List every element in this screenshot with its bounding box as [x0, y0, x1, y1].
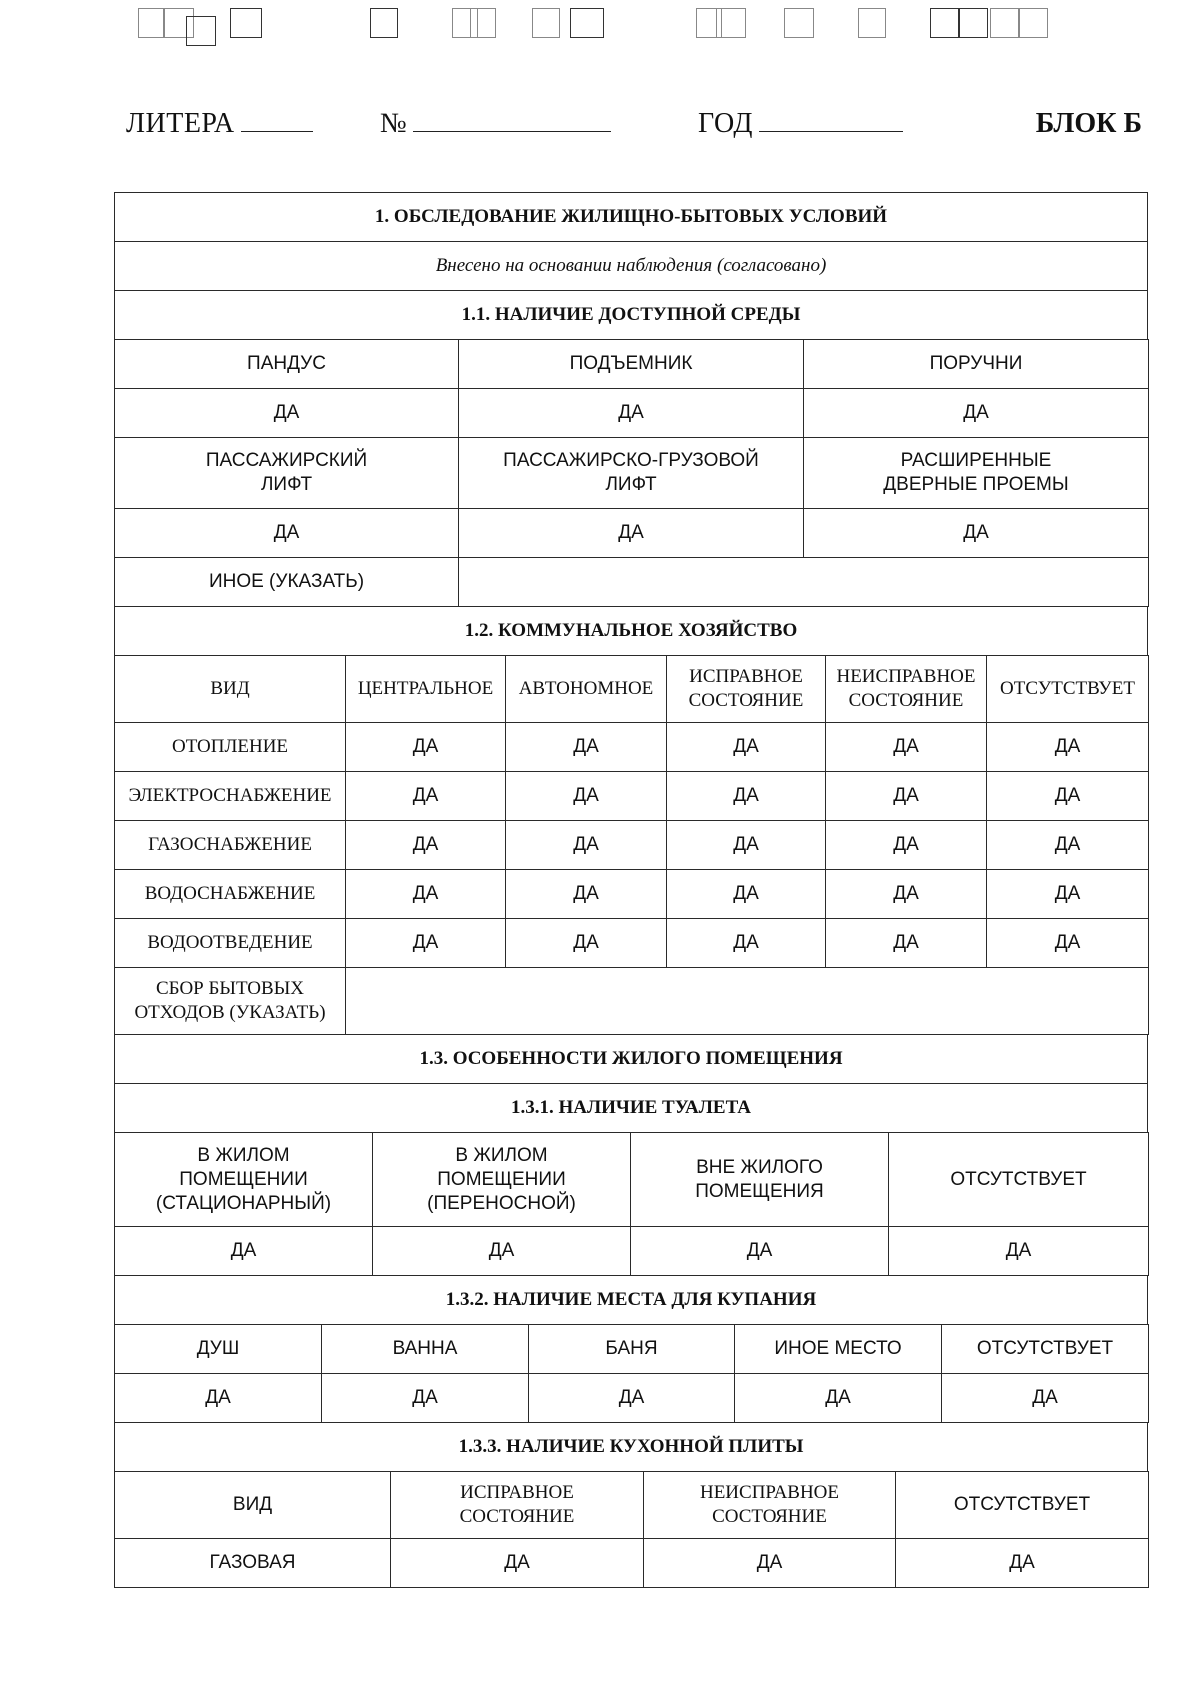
table-row — [115, 723, 1149, 772]
utility-name: ВОДОСНАБЖЕНИЕ — [115, 870, 346, 919]
yes-cell[interactable]: ДА — [506, 723, 667, 772]
yes-cell[interactable]: ДА — [826, 723, 987, 772]
utilities-col-header: НЕИСПРАВНОЕ СОСТОЯНИЕ — [826, 656, 987, 723]
litera-label: ЛИТЕРА — [126, 108, 235, 139]
litera-field — [126, 108, 313, 140]
other-label: ИНОЕ (УКАЗАТЬ) — [115, 558, 459, 607]
other-input[interactable] — [459, 558, 1149, 607]
accessible-header: ПАССАЖИРСКИЙ ЛИФТ — [115, 438, 459, 509]
yes-cell[interactable]: ДА — [804, 509, 1149, 558]
utility-name: ГАЗОСНАБЖЕНИЕ — [115, 821, 346, 870]
yes-cell[interactable]: ДА — [735, 1374, 942, 1423]
bathing-col-header: ДУШ — [115, 1325, 322, 1374]
section-1-title: 1. ОБСЛЕДОВАНИЕ ЖИЛИЩНО-БЫТОВЫХ УСЛОВИЙ — [115, 193, 1148, 242]
yes-cell[interactable]: ДА — [987, 919, 1149, 968]
yes-cell[interactable]: ДА — [942, 1374, 1149, 1423]
utilities-col-header: ОТСУТСТВУЕТ — [987, 656, 1149, 723]
bathing-col-header: ОТСУТСТВУЕТ — [942, 1325, 1149, 1374]
yes-cell[interactable]: ДА — [506, 870, 667, 919]
stove-title: 1.3.3. НАЛИЧИЕ КУХОННОЙ ПЛИТЫ — [115, 1423, 1148, 1472]
yes-cell[interactable]: ДА — [987, 870, 1149, 919]
yes-cell[interactable]: ДА — [826, 821, 987, 870]
dwelling-header — [114, 1034, 1148, 1133]
yes-cell[interactable]: ДА — [804, 389, 1149, 438]
waste-label: СБОР БЫТОВЫХ ОТХОДОВ (УКАЗАТЬ) — [115, 968, 346, 1035]
utilities-col-header: ВИД — [115, 656, 346, 723]
yes-cell[interactable]: ДА — [506, 772, 667, 821]
stove-table — [114, 1471, 1149, 1588]
number-label: № — [380, 108, 408, 139]
stove-type: ГАЗОВАЯ — [115, 1539, 391, 1588]
utility-name: ОТОПЛЕНИЕ — [115, 723, 346, 772]
yes-cell[interactable]: ДА — [896, 1539, 1149, 1588]
stove-col-header: ОТСУТСТВУЕТ — [896, 1472, 1149, 1539]
yes-cell[interactable]: ДА — [346, 772, 506, 821]
utilities-table — [114, 655, 1149, 1035]
yes-cell[interactable]: ДА — [506, 821, 667, 870]
section-1-header — [114, 192, 1148, 340]
yes-cell[interactable]: ДА — [115, 509, 459, 558]
stove-col-header: ИСПРАВНОЕ СОСТОЯНИЕ — [391, 1472, 644, 1539]
table-row — [115, 772, 1149, 821]
utilities-title: 1.2. КОММУНАЛЬНОЕ ХОЗЯЙСТВО — [115, 607, 1148, 656]
utility-name: ЭЛЕКТРОСНАБЖЕНИЕ — [115, 772, 346, 821]
number-input-line[interactable] — [413, 109, 611, 132]
yes-cell[interactable]: ДА — [346, 723, 506, 772]
yes-cell[interactable]: ДА — [506, 919, 667, 968]
yes-cell[interactable]: ДА — [987, 723, 1149, 772]
yes-cell[interactable]: ДА — [115, 389, 459, 438]
stove-col-header: НЕИСПРАВНОЕ СОСТОЯНИЕ — [644, 1472, 896, 1539]
toilet-title: 1.3.1. НАЛИЧИЕ ТУАЛЕТА — [115, 1084, 1148, 1133]
bathing-title: 1.3.2. НАЛИЧИЕ МЕСТА ДЛЯ КУПАНИЯ — [115, 1276, 1148, 1325]
table-row — [115, 870, 1149, 919]
accessible-title: 1.1. НАЛИЧИЕ ДОСТУПНОЙ СРЕДЫ — [115, 291, 1148, 340]
waste-input[interactable] — [346, 968, 1149, 1035]
utilities-col-header: ИСПРАВНОЕ СОСТОЯНИЕ — [667, 656, 826, 723]
table-row — [115, 919, 1149, 968]
stove-col-header: ВИД — [115, 1472, 391, 1539]
yes-cell[interactable]: ДА — [826, 772, 987, 821]
table-row — [115, 821, 1149, 870]
accessible-header: ПОРУЧНИ — [804, 340, 1149, 389]
utilities-col-header: АВТОНОМНОЕ — [506, 656, 667, 723]
number-field — [380, 108, 611, 140]
accessible-header: ПАНДУС — [115, 340, 459, 389]
year-input-line[interactable] — [759, 109, 903, 132]
accessible-header: РАСШИРЕННЫЕ ДВЕРНЫЕ ПРОЕМЫ — [804, 438, 1149, 509]
yes-cell[interactable]: ДА — [373, 1227, 631, 1276]
bathing-table — [114, 1324, 1149, 1423]
bathing-col-header: БАНЯ — [529, 1325, 735, 1374]
yes-cell[interactable]: ДА — [115, 1227, 373, 1276]
yes-cell[interactable]: ДА — [889, 1227, 1149, 1276]
yes-cell[interactable]: ДА — [459, 389, 804, 438]
toilet-table — [114, 1132, 1149, 1276]
yes-cell[interactable]: ДА — [459, 509, 804, 558]
yes-cell[interactable]: ДА — [346, 870, 506, 919]
dwelling-title: 1.3. ОСОБЕННОСТИ ЖИЛОГО ПОМЕЩЕНИЯ — [115, 1035, 1148, 1084]
yes-cell[interactable]: ДА — [322, 1374, 529, 1423]
yes-cell[interactable]: ДА — [529, 1374, 735, 1423]
toilet-col-header: ОТСУТСТВУЕТ — [889, 1133, 1149, 1227]
survey-form — [114, 192, 1148, 1588]
yes-cell[interactable]: ДА — [667, 870, 826, 919]
toilet-col-header: ВНЕ ЖИЛОГО ПОМЕЩЕНИЯ — [631, 1133, 889, 1227]
litera-input-line[interactable] — [241, 109, 313, 132]
yes-cell[interactable]: ДА — [391, 1539, 644, 1588]
yes-cell[interactable]: ДА — [346, 919, 506, 968]
yes-cell[interactable]: ДА — [115, 1374, 322, 1423]
yes-cell[interactable]: ДА — [987, 821, 1149, 870]
yes-cell[interactable]: ДА — [826, 919, 987, 968]
yes-cell[interactable]: ДА — [631, 1227, 889, 1276]
section-1-note: Внесено на основании наблюдения (согласовано) — [115, 242, 1148, 291]
accessible-table — [114, 339, 1149, 607]
toilet-col-header: В ЖИЛОМ ПОМЕЩЕНИИ (ПЕРЕНОСНОЙ) — [373, 1133, 631, 1227]
yes-cell[interactable]: ДА — [826, 870, 987, 919]
year-field — [698, 108, 903, 140]
stove-title-row — [114, 1422, 1148, 1472]
block-label: БЛОК Б — [1035, 108, 1142, 139]
accessible-header: ПАССАЖИРСКО-ГРУЗОВОЙ ЛИФТ — [459, 438, 804, 509]
yes-cell[interactable]: ДА — [667, 919, 826, 968]
yes-cell[interactable]: ДА — [667, 723, 826, 772]
yes-cell[interactable]: ДА — [987, 772, 1149, 821]
yes-cell[interactable]: ДА — [667, 821, 826, 870]
toilet-col-header: В ЖИЛОМ ПОМЕЩЕНИИ (СТАЦИОНАРНЫЙ) — [115, 1133, 373, 1227]
bathing-col-header: ИНОЕ МЕСТО — [735, 1325, 942, 1374]
bathing-col-header: ВАННА — [322, 1325, 529, 1374]
bathing-title-row — [114, 1275, 1148, 1325]
year-label: ГОД — [698, 108, 753, 139]
utility-name: ВОДООТВЕДЕНИЕ — [115, 919, 346, 968]
accessible-header: ПОДЪЕМНИК — [459, 340, 804, 389]
utilities-col-header: ЦЕНТРАЛЬНОЕ — [346, 656, 506, 723]
yes-cell[interactable]: ДА — [644, 1539, 896, 1588]
yes-cell[interactable]: ДА — [346, 821, 506, 870]
utilities-title-row — [114, 606, 1148, 656]
yes-cell[interactable]: ДА — [667, 772, 826, 821]
